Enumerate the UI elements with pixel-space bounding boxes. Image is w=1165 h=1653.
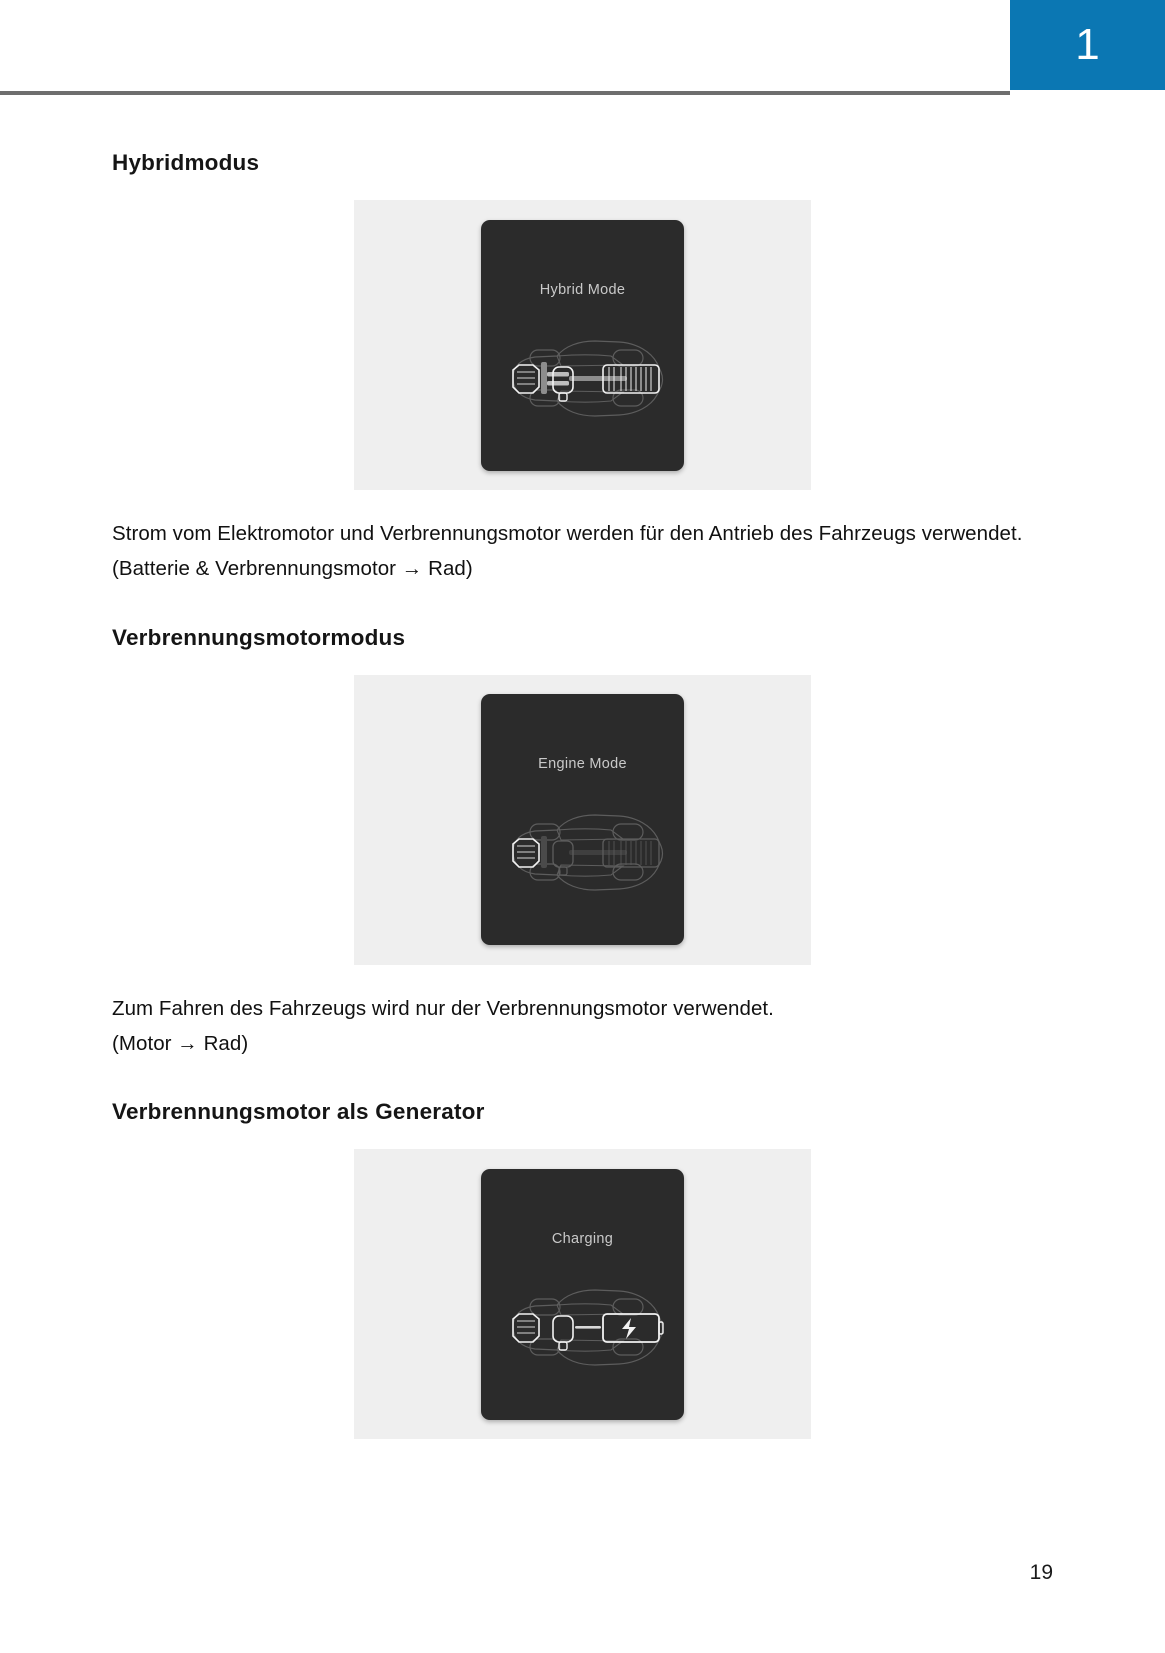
- page-header: [0, 0, 1165, 96]
- page-number: 19: [1029, 1561, 1053, 1584]
- chapter-number: 1: [1075, 20, 1100, 69]
- section-hybrid-mode: [0, 96, 1165, 583]
- car-topview-icon: [495, 1281, 671, 1378]
- section-heading-engine-as-generator: Verbrennungsmotor als Generator: [112, 1099, 485, 1124]
- car-topview-icon: [495, 332, 671, 429]
- section-paragraph: Strom vom Elektromotor und Verbrennungsmotor werden für den Antrieb des Fahrzeugs verwendet.: [112, 522, 1023, 545]
- chapter-tab: [1010, 0, 1165, 90]
- header-divider: [0, 91, 1010, 95]
- figure-hybrid-mode: [354, 200, 811, 490]
- cluster-screen: [481, 220, 684, 471]
- car-topview-icon: [495, 806, 671, 903]
- section-engine-mode: [0, 583, 1165, 1058]
- page-content: [0, 96, 1165, 1439]
- section-flow-note: (Batterie & Verbrennungsmotor → Rad): [112, 557, 473, 581]
- figure-charging: [354, 1149, 811, 1439]
- screen-label: Engine Mode: [538, 756, 627, 772]
- cluster-screen: [481, 1169, 684, 1420]
- page-title: Hybridmodus: [112, 150, 260, 175]
- section-paragraph: Zum Fahren des Fahrzeugs wird nur der Verbrennungsmotor verwendet.: [112, 996, 774, 1020]
- section-heading-engine-mode: Verbrennungsmotormodus: [112, 624, 406, 650]
- screen-label: Charging: [551, 1230, 614, 1247]
- figure-engine-mode: [354, 675, 811, 965]
- section-engine-as-generator: [0, 1057, 1165, 1439]
- cluster-screen: [481, 694, 684, 945]
- section-flow-note: (Motor → Rad): [112, 1031, 249, 1055]
- screen-label: Hybrid Mode: [539, 281, 626, 298]
